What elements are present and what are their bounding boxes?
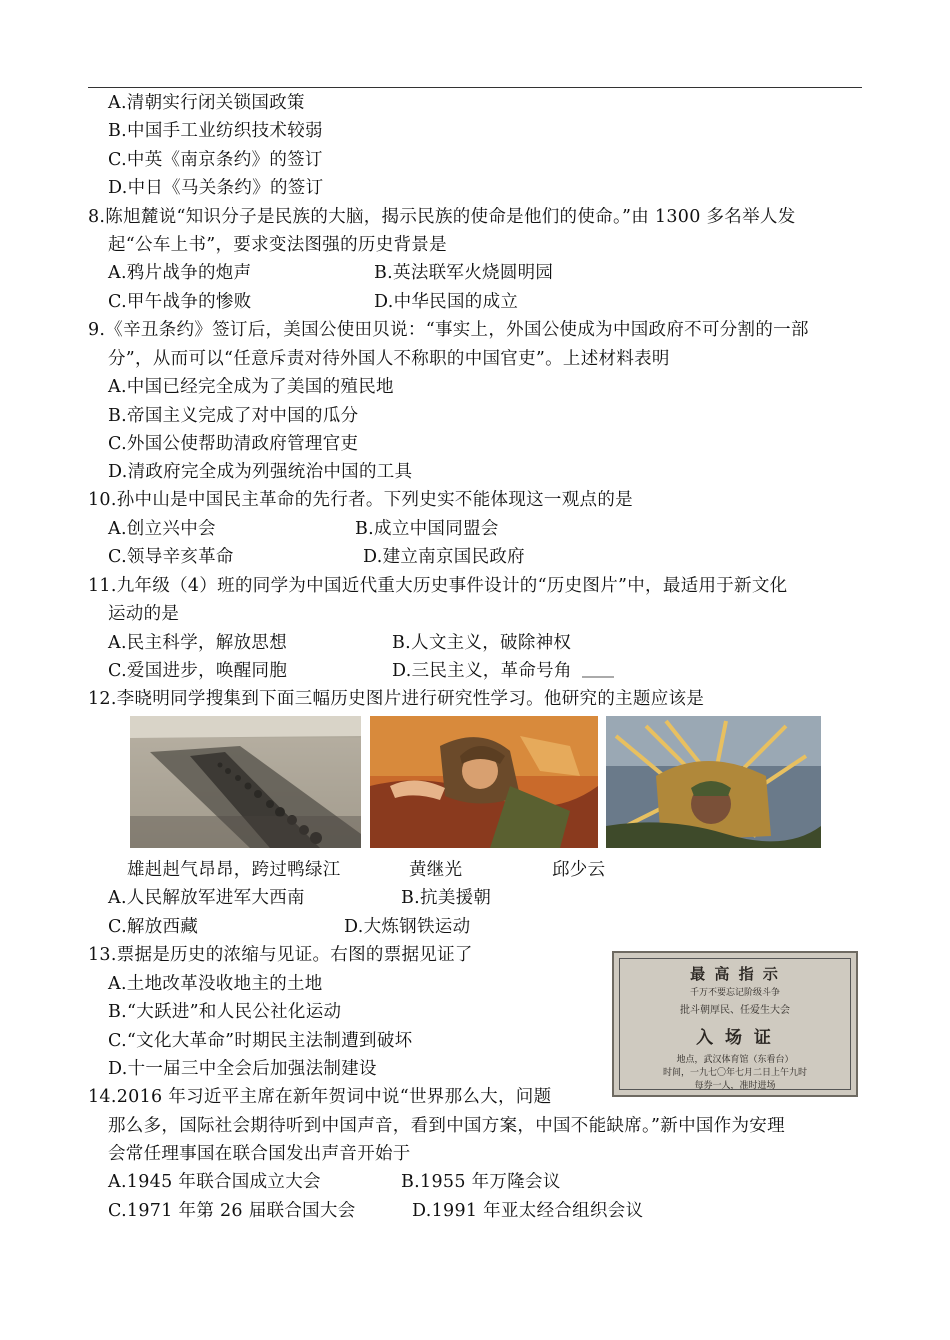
photo-crossing-yalu-river <box>130 716 361 848</box>
q14-stem-line2: 那么多，国际社会期待听到中国声音，看到中国方案，中国不能缺席。”新中国作为安理 <box>108 1116 785 1136</box>
q12-option-d: D.大炼钢铁运动 <box>344 917 471 937</box>
q10-option-c: C.领导辛亥革命 <box>108 547 234 567</box>
caption-crossing-yalu: 雄赳赳气昂昂，跨过鸭绿江 <box>127 860 341 880</box>
q13-option-d: D.十一届三中全会后加强法制建设 <box>108 1059 377 1079</box>
caption-qiu-shaoyun: 邱少云 <box>552 860 606 880</box>
q10-option-a: A.创立兴中会 <box>108 519 216 539</box>
q8-option-a: A.鸦片战争的炮声 <box>108 263 252 283</box>
q12-option-c: C.解放西藏 <box>108 917 199 937</box>
watermark-mark <box>582 676 614 678</box>
ticket-line2: 千万不要忘记阶级斗争 <box>689 988 780 998</box>
q11-option-a: A.民主科学，解放思想 <box>108 633 287 653</box>
q9-option-c: C.外国公使帮助清政府管理官吏 <box>108 434 359 454</box>
q10-stem: 10.孙中山是中国民主革命的先行者。下列史实不能体现这一观点的是 <box>88 490 633 510</box>
ticket-line1: 最 高 指 示 <box>690 965 780 983</box>
q9-stem-line2: 分”，从而可以“任意斥责对待外国人不称职的中国官吏”。上述材料表明 <box>108 349 670 369</box>
ticket-line7: 每券一人，准时进场 <box>694 1081 776 1091</box>
q9-stem-line1: 9.《辛丑条约》签订后，美国公使田贝说：“事实上，外国公使成为中国政府不可分割的一部 <box>88 320 809 340</box>
q8-option-d: D.中华民国的成立 <box>374 292 519 312</box>
ticket-line4: 入 场 证 <box>696 1028 774 1048</box>
q13-option-b: B.“大跃进”和人民公社化运动 <box>108 1002 342 1022</box>
q7-option-c: C.中英《南京条约》的签订 <box>108 150 323 170</box>
q11-option-d: D.三民主义，革命号角 <box>392 661 572 681</box>
q7-option-d: D.中日《马关条约》的签订 <box>108 178 324 198</box>
q7-option-b: B.中国手工业纺织技术较弱 <box>108 121 323 141</box>
caption-huang-jiguang: 黄继光 <box>409 860 463 880</box>
ticket-line3: 批斗朝厚民、任爱生大会 <box>680 1005 790 1016</box>
q12-option-b: B.抗美援朝 <box>401 888 492 908</box>
q10-option-b: B.成立中国同盟会 <box>355 519 499 539</box>
q13-stem: 13.票据是历史的浓缩与见证。右图的票据见证了 <box>88 945 473 965</box>
q14-stem-line1: 14.2016 年习近平主席在新年贺词中说“世界那么大，问题 <box>88 1087 552 1107</box>
q8-option-c: C.甲午战争的惨败 <box>108 292 252 312</box>
q10-option-d: D.建立南京国民政府 <box>363 547 525 567</box>
q11-stem-line1: 11.九年级（4）班的同学为中国近代重大历史事件设计的“历史图片”中，最适用于新文化 <box>88 576 788 596</box>
q8-stem-line2: 起“公车上书”，要求变法图强的历史背景是 <box>108 235 447 255</box>
ticket-line5: 地点，武汉体育馆（东看台） <box>676 1055 794 1065</box>
q11-option-c: C.爱国进步，唤醒同胞 <box>108 661 288 681</box>
q14-stem-line3: 会常任理事国在联合国发出声音开始于 <box>108 1144 411 1164</box>
q11-option-b: B.人文主义，破除神权 <box>392 633 572 653</box>
header-rule <box>88 87 862 88</box>
q12-stem: 12.李晓明同学搜集到下面三幅历史图片进行研究性学习。他研究的主题应该是 <box>88 689 705 709</box>
q11-stem-line2: 运动的是 <box>108 604 180 624</box>
q14-option-a: A.1945 年联合国成立大会 <box>108 1172 321 1192</box>
painting-huang-jiguang <box>370 716 598 848</box>
q14-option-d: D.1991 年亚太经合组织会议 <box>412 1201 644 1221</box>
admission-ticket-image <box>612 951 858 1097</box>
q13-option-c: C.“文化大革命”时期民主法制遭到破坏 <box>108 1031 413 1051</box>
q14-option-c: C.1971 年第 26 届联合国大会 <box>108 1201 356 1221</box>
painting-qiu-shaoyun <box>606 716 821 848</box>
ticket-line6: 时间，一九七〇年七月二日上午九时 <box>662 1068 807 1078</box>
q13-option-a: A.土地改革没收地主的土地 <box>108 974 323 994</box>
q12-option-a: A.人民解放军进军大西南 <box>108 888 305 908</box>
q8-option-b: B.英法联军火烧圆明园 <box>374 263 554 283</box>
q7-option-a: A.清朝实行闭关锁国政策 <box>108 93 305 113</box>
q9-option-a: A.中国已经完全成为了美国的殖民地 <box>108 377 394 397</box>
q8-stem-line1: 8.陈旭麓说“知识分子是民族的大脑，揭示民族的使命是他们的使命。”由 1300 多名举人发 <box>88 207 796 227</box>
q9-option-d: D.清政府完全成为列强统治中国的工具 <box>108 462 413 482</box>
q14-option-b: B.1955 年万隆会议 <box>401 1172 561 1192</box>
q9-option-b: B.帝国主义完成了对中国的瓜分 <box>108 406 359 426</box>
